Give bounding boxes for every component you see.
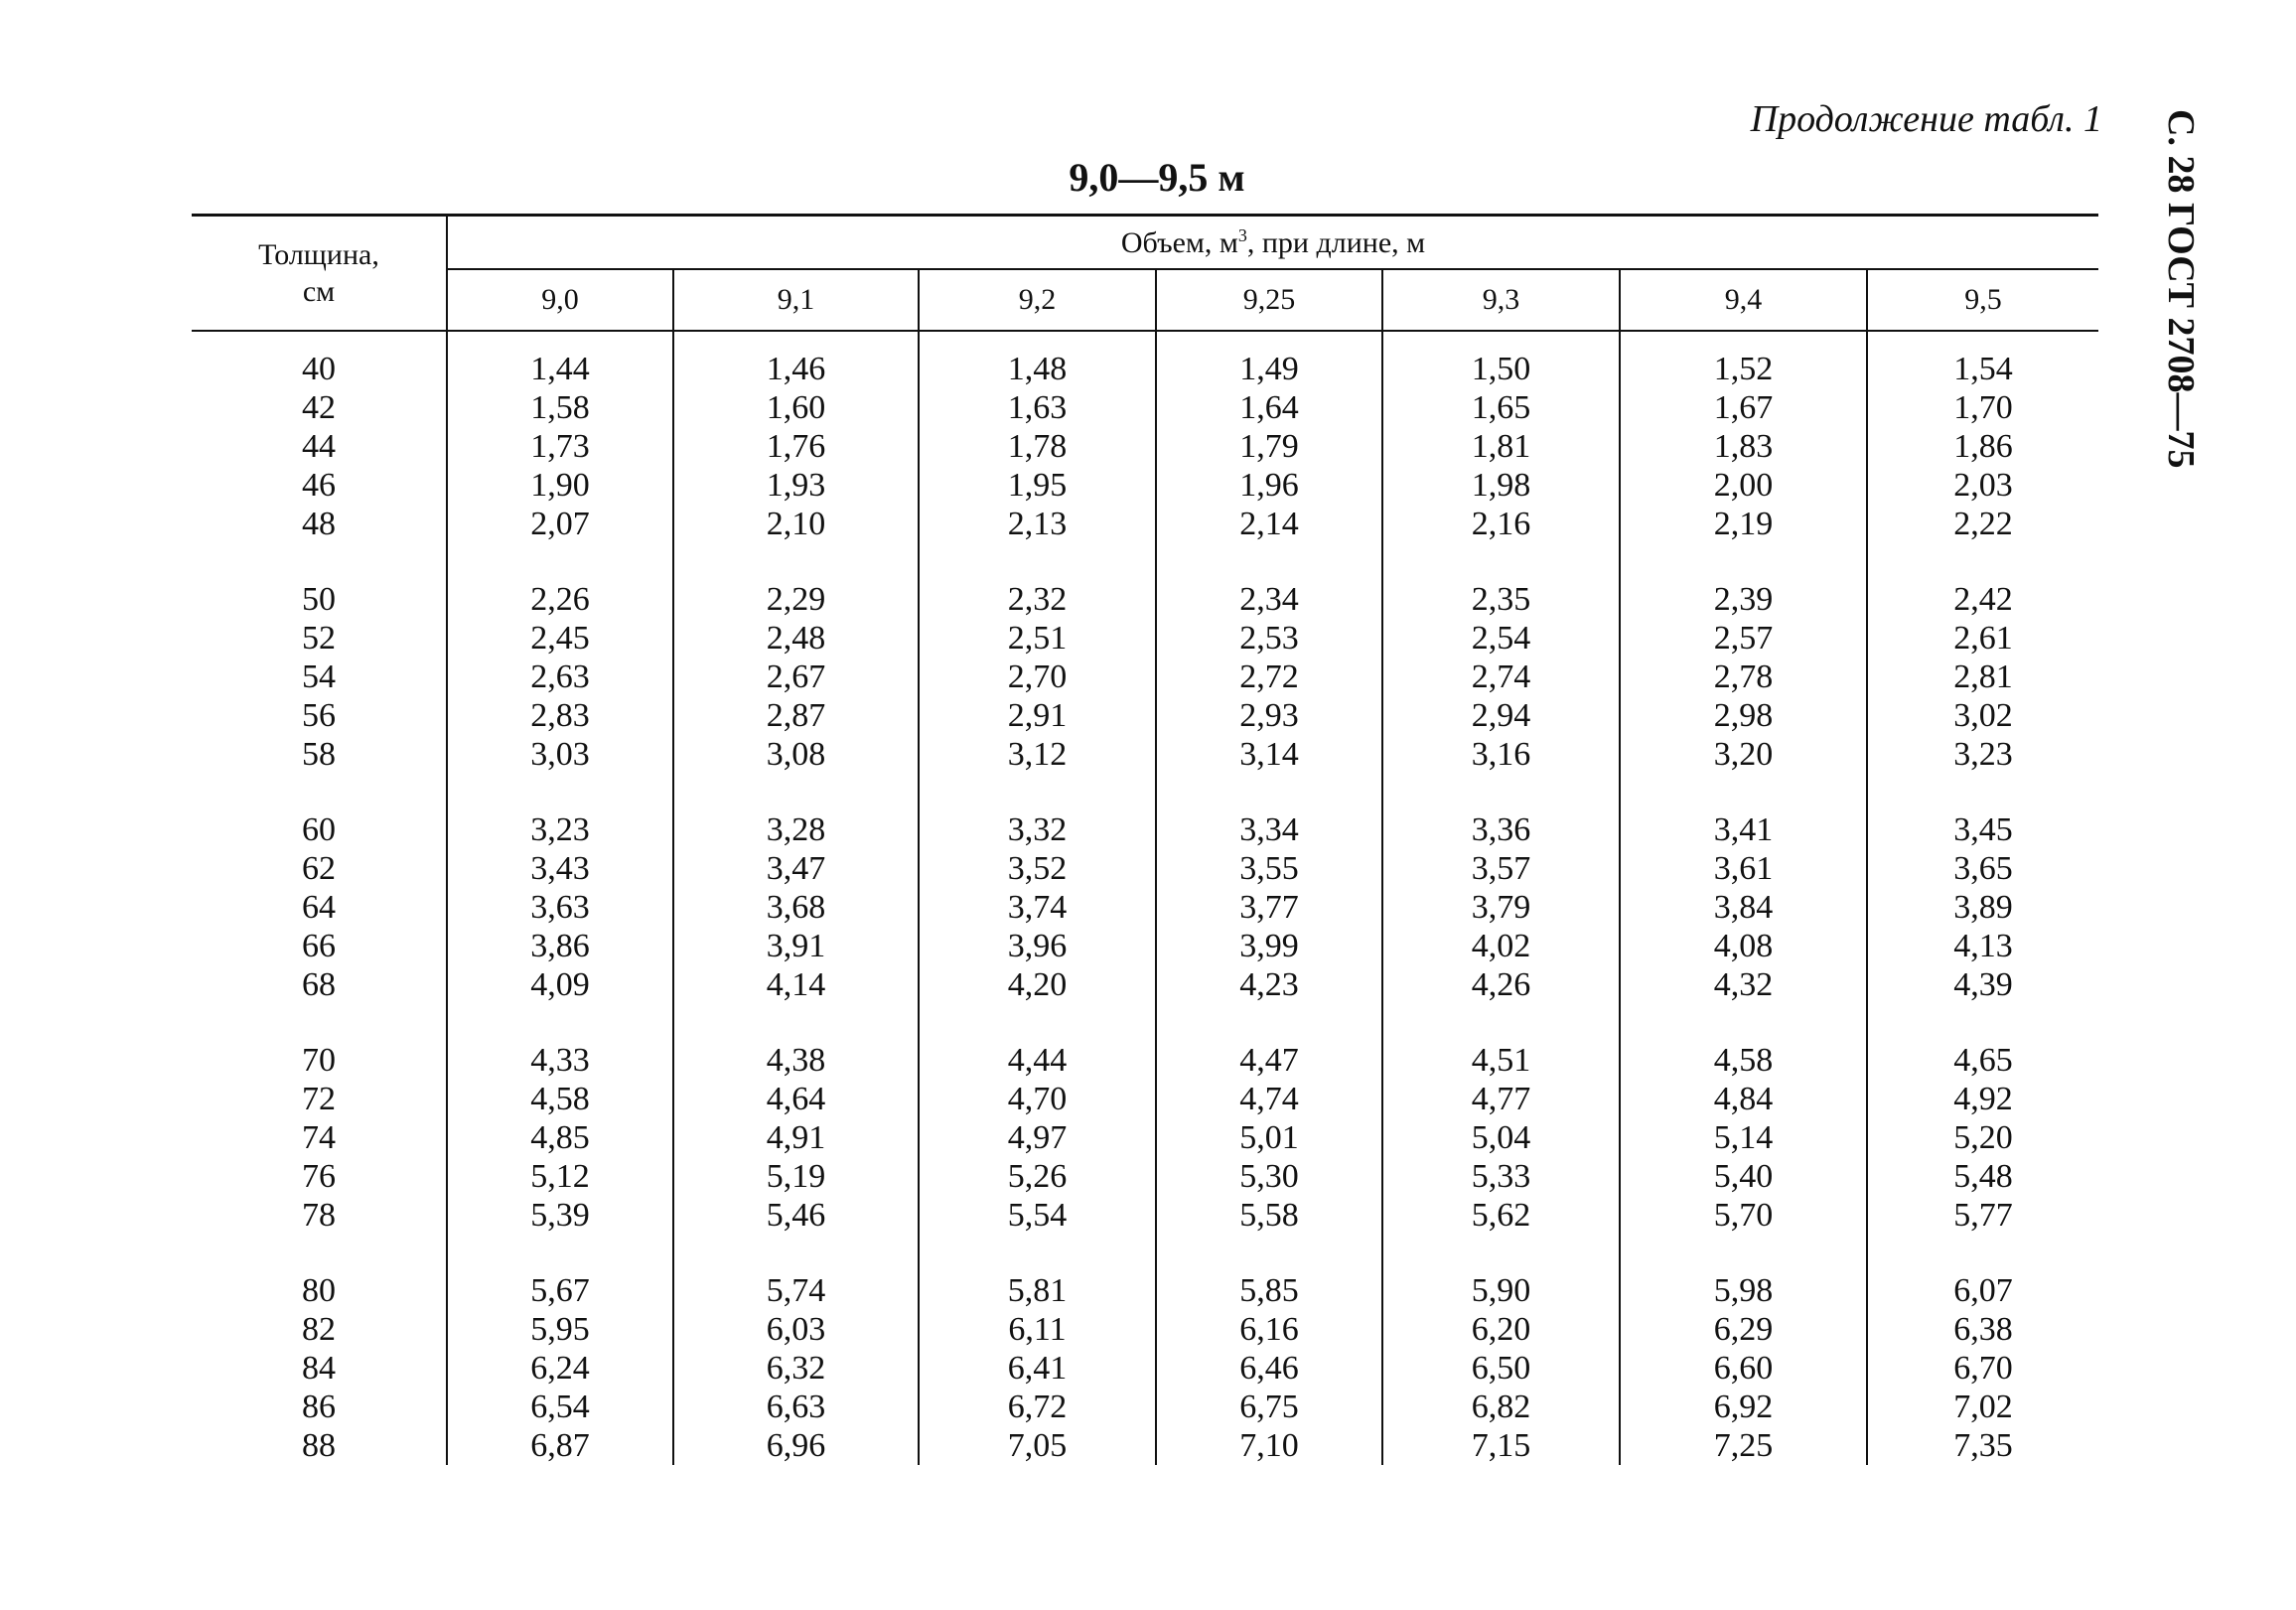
table-spacer-row: [192, 1004, 2098, 1041]
length-header-cell: 9,5: [1867, 269, 2098, 331]
table-row: [192, 849, 2098, 888]
volume-cell: 6,87: [447, 1426, 673, 1465]
volume-cell: 1,79: [1156, 427, 1382, 466]
table-row: [192, 965, 2098, 1004]
volume-cell: 5,46: [673, 1196, 919, 1235]
spacer-cell: [1867, 331, 2098, 350]
volume-cell: 3,89: [1867, 888, 2098, 927]
volume-cell: 5,58: [1156, 1196, 1382, 1235]
volume-cell: 3,74: [919, 888, 1156, 927]
volume-header-label: Объем, м: [1120, 225, 1238, 259]
volume-cell: 5,26: [919, 1157, 1156, 1196]
thickness-header-unit: см: [302, 275, 336, 308]
volume-cell: 3,34: [1156, 810, 1382, 849]
volume-cell: 2,70: [919, 658, 1156, 696]
volume-cell: 6,24: [447, 1349, 673, 1388]
spacer-cell: [1867, 543, 2098, 580]
volume-cell: 5,40: [1620, 1157, 1867, 1196]
volume-cell: 3,63: [447, 888, 673, 927]
volume-cell: 4,08: [1620, 927, 1867, 965]
volume-cell: 2,07: [447, 505, 673, 543]
table-row: [192, 1080, 2098, 1118]
volume-header: [447, 216, 2098, 270]
thickness-cell: 82: [192, 1310, 447, 1349]
volume-cell: 1,95: [919, 466, 1156, 505]
volume-cell: 5,85: [1156, 1271, 1382, 1310]
volume-cell: 3,77: [1156, 888, 1382, 927]
volume-cell: 7,10: [1156, 1426, 1382, 1465]
thickness-cell: 46: [192, 466, 447, 505]
spacer-cell: [1620, 774, 1867, 810]
spacer-cell: [919, 331, 1156, 350]
spacer-cell: [1156, 1004, 1382, 1041]
volume-cell: 4,44: [919, 1041, 1156, 1080]
volume-cell: 5,19: [673, 1157, 919, 1196]
volume-cell: 2,35: [1382, 580, 1620, 619]
thickness-cell: 88: [192, 1426, 447, 1465]
volume-cell: 3,52: [919, 849, 1156, 888]
volume-cell: 5,39: [447, 1196, 673, 1235]
volume-cell: 6,60: [1620, 1349, 1867, 1388]
volume-cell: 1,44: [447, 350, 673, 388]
spacer-cell: [192, 1004, 447, 1041]
table-row: [192, 388, 2098, 427]
spacer-cell: [1156, 543, 1382, 580]
volume-cell: 4,51: [1382, 1041, 1620, 1080]
table-row: [192, 580, 2098, 619]
volume-cell: 4,33: [447, 1041, 673, 1080]
volume-cell: 4,58: [447, 1080, 673, 1118]
volume-cell: 1,60: [673, 388, 919, 427]
volume-cell: 2,22: [1867, 505, 2098, 543]
table-continuation-note: Продолжение табл. 1: [1750, 98, 2102, 140]
volume-cell: 6,96: [673, 1426, 919, 1465]
length-header-cell: 9,25: [1156, 269, 1382, 331]
volume-cell: 5,74: [673, 1271, 919, 1310]
volume-header-superscript: 3: [1237, 224, 1247, 245]
table-row: [192, 427, 2098, 466]
thickness-cell: 60: [192, 810, 447, 849]
spacer-cell: [673, 331, 919, 350]
spacer-cell: [192, 774, 447, 810]
volume-header-suffix: , при длине, м: [1246, 225, 1426, 259]
volume-cell: 2,51: [919, 619, 1156, 658]
volume-cell: 3,20: [1620, 735, 1867, 774]
length-header-cell: 9,0: [447, 269, 673, 331]
volume-cell: 6,41: [919, 1349, 1156, 1388]
spacer-cell: [1156, 1235, 1382, 1271]
thickness-cell: 80: [192, 1271, 447, 1310]
spacer-cell: [673, 1004, 919, 1041]
volume-cell: 4,39: [1867, 965, 2098, 1004]
volume-cell: 4,74: [1156, 1080, 1382, 1118]
spacer-cell: [919, 543, 1156, 580]
volume-cell: 5,90: [1382, 1271, 1620, 1310]
volume-cell: 5,98: [1620, 1271, 1867, 1310]
length-header-cell: 9,4: [1620, 269, 1867, 331]
volume-cell: 1,49: [1156, 350, 1382, 388]
volume-cell: 4,70: [919, 1080, 1156, 1118]
thickness-header-label: Толщина,: [258, 237, 379, 271]
volume-cell: 2,81: [1867, 658, 2098, 696]
thickness-cell: 74: [192, 1118, 447, 1157]
volume-cell: 6,46: [1156, 1349, 1382, 1388]
volume-cell: 1,58: [447, 388, 673, 427]
table-spacer-row: [192, 1235, 2098, 1271]
volume-cell: 5,30: [1156, 1157, 1382, 1196]
thickness-cell: 54: [192, 658, 447, 696]
volume-cell: 2,74: [1382, 658, 1620, 696]
volume-cell: 1,67: [1620, 388, 1867, 427]
volume-cell: 6,07: [1867, 1271, 2098, 1310]
volume-cell: 2,91: [919, 696, 1156, 735]
volume-cell: 6,11: [919, 1310, 1156, 1349]
volume-cell: 1,64: [1156, 388, 1382, 427]
length-header-cell: 9,1: [673, 269, 919, 331]
volume-cell: 2,26: [447, 580, 673, 619]
volume-cell: 5,04: [1382, 1118, 1620, 1157]
volume-cell: 6,82: [1382, 1388, 1620, 1426]
spacer-cell: [1620, 1004, 1867, 1041]
volume-cell: 6,54: [447, 1388, 673, 1426]
volume-cell: 7,15: [1382, 1426, 1620, 1465]
volume-cell: 4,23: [1156, 965, 1382, 1004]
thickness-cell: 40: [192, 350, 447, 388]
spacer-cell: [1867, 774, 2098, 810]
volume-cell: 4,38: [673, 1041, 919, 1080]
volume-cell: 3,41: [1620, 810, 1867, 849]
volume-cell: 4,58: [1620, 1041, 1867, 1080]
volume-cell: 2,54: [1382, 619, 1620, 658]
spacer-cell: [673, 1235, 919, 1271]
table-row: [192, 1157, 2098, 1196]
volume-cell: 1,83: [1620, 427, 1867, 466]
volume-cell: 3,84: [1620, 888, 1867, 927]
table-row: [192, 350, 2098, 388]
volume-cell: 3,86: [447, 927, 673, 965]
table-row: [192, 619, 2098, 658]
thickness-cell: 52: [192, 619, 447, 658]
spacer-cell: [673, 774, 919, 810]
volume-cell: 6,50: [1382, 1349, 1620, 1388]
volume-cell: 2,34: [1156, 580, 1382, 619]
volume-cell: 3,99: [1156, 927, 1382, 965]
table-row: [192, 1426, 2098, 1465]
volume-cell: 2,67: [673, 658, 919, 696]
volume-cell: 1,73: [447, 427, 673, 466]
thickness-cell: 62: [192, 849, 447, 888]
volume-cell: 2,29: [673, 580, 919, 619]
volume-cell: 3,43: [447, 849, 673, 888]
volume-cell: 4,84: [1620, 1080, 1867, 1118]
thickness-cell: 70: [192, 1041, 447, 1080]
spacer-cell: [1156, 774, 1382, 810]
spacer-cell: [1156, 331, 1382, 350]
volume-cell: 3,23: [447, 810, 673, 849]
spacer-cell: [1382, 1235, 1620, 1271]
length-header-cell: 9,3: [1382, 269, 1620, 331]
volume-cell: 2,78: [1620, 658, 1867, 696]
spacer-cell: [447, 774, 673, 810]
spacer-cell: [447, 331, 673, 350]
table-row: [192, 1349, 2098, 1388]
table-row: [192, 810, 2098, 849]
thickness-cell: 44: [192, 427, 447, 466]
table-row: [192, 505, 2098, 543]
volume-cell: 6,29: [1620, 1310, 1867, 1349]
thickness-cell: 50: [192, 580, 447, 619]
volume-cell: 1,76: [673, 427, 919, 466]
volume-cell: 4,13: [1867, 927, 2098, 965]
volume-cell: 6,92: [1620, 1388, 1867, 1426]
thickness-cell: 84: [192, 1349, 447, 1388]
volume-cell: 1,52: [1620, 350, 1867, 388]
table-row: [192, 1196, 2098, 1235]
volume-cell: 3,68: [673, 888, 919, 927]
volume-cell: 1,48: [919, 350, 1156, 388]
volume-cell: 6,20: [1382, 1310, 1620, 1349]
volume-cell: 3,61: [1620, 849, 1867, 888]
volume-cell: 4,47: [1156, 1041, 1382, 1080]
thickness-header: [192, 216, 447, 332]
volume-cell: 3,14: [1156, 735, 1382, 774]
spacer-cell: [447, 1004, 673, 1041]
volume-cell: 7,05: [919, 1426, 1156, 1465]
volume-cell: 2,39: [1620, 580, 1867, 619]
volume-cell: 3,65: [1867, 849, 2098, 888]
volume-cell: 1,98: [1382, 466, 1620, 505]
volume-cell: 1,90: [447, 466, 673, 505]
volume-cell: 1,50: [1382, 350, 1620, 388]
thickness-cell: 68: [192, 965, 447, 1004]
table-spacer-row: [192, 331, 2098, 350]
spacer-cell: [1382, 1004, 1620, 1041]
table-spacer-row: [192, 543, 2098, 580]
volume-cell: 3,16: [1382, 735, 1620, 774]
volume-cell: 5,81: [919, 1271, 1156, 1310]
volume-cell: 6,03: [673, 1310, 919, 1349]
volume-cell: 1,54: [1867, 350, 2098, 388]
thickness-cell: 48: [192, 505, 447, 543]
spacer-cell: [192, 543, 447, 580]
volume-cell: 1,86: [1867, 427, 2098, 466]
thickness-cell: 78: [192, 1196, 447, 1235]
volume-cell: 2,16: [1382, 505, 1620, 543]
volume-cell: 2,57: [1620, 619, 1867, 658]
volume-cell: 2,94: [1382, 696, 1620, 735]
spacer-cell: [919, 774, 1156, 810]
volume-cell: 4,65: [1867, 1041, 2098, 1080]
volume-cell: 6,63: [673, 1388, 919, 1426]
volume-cell: 1,81: [1382, 427, 1620, 466]
volume-cell: 2,42: [1867, 580, 2098, 619]
volume-cell: 3,55: [1156, 849, 1382, 888]
spacer-cell: [1382, 774, 1620, 810]
volume-cell: 4,09: [447, 965, 673, 1004]
volume-cell: 6,16: [1156, 1310, 1382, 1349]
table-row: [192, 1041, 2098, 1080]
table-row: [192, 888, 2098, 927]
volume-cell: 4,14: [673, 965, 919, 1004]
thickness-cell: 76: [192, 1157, 447, 1196]
volume-cell: 6,70: [1867, 1349, 2098, 1388]
volume-cell: 7,25: [1620, 1426, 1867, 1465]
table-row: [192, 466, 2098, 505]
volume-cell: 3,32: [919, 810, 1156, 849]
volume-cell: 7,02: [1867, 1388, 2098, 1426]
thickness-cell: 86: [192, 1388, 447, 1426]
volume-cell: 1,46: [673, 350, 919, 388]
volume-cell: 3,36: [1382, 810, 1620, 849]
volume-cell: 3,57: [1382, 849, 1620, 888]
spacer-cell: [919, 1004, 1156, 1041]
length-header-cell: 9,2: [919, 269, 1156, 331]
table-row: [192, 1271, 2098, 1310]
volume-cell: 5,77: [1867, 1196, 2098, 1235]
volume-cell: 3,47: [673, 849, 919, 888]
spacer-cell: [1382, 331, 1620, 350]
volume-table: [192, 214, 2098, 1465]
volume-cell: 3,45: [1867, 810, 2098, 849]
volume-cell: 3,79: [1382, 888, 1620, 927]
volume-cell: 1,78: [919, 427, 1156, 466]
volume-cell: 3,91: [673, 927, 919, 965]
table-row: [192, 735, 2098, 774]
volume-cell: 6,32: [673, 1349, 919, 1388]
section-title: 9,0—9,5 м: [1069, 155, 1245, 200]
spacer-cell: [919, 1235, 1156, 1271]
thickness-cell: 64: [192, 888, 447, 927]
volume-cell: 5,95: [447, 1310, 673, 1349]
spacer-cell: [1867, 1004, 2098, 1041]
thickness-cell: 56: [192, 696, 447, 735]
volume-cell: 4,85: [447, 1118, 673, 1157]
volume-cell: 5,62: [1382, 1196, 1620, 1235]
volume-cell: 1,93: [673, 466, 919, 505]
volume-cell: 3,03: [447, 735, 673, 774]
spacer-cell: [1620, 543, 1867, 580]
spacer-cell: [447, 1235, 673, 1271]
table-row: [192, 1118, 2098, 1157]
volume-cell: 3,28: [673, 810, 919, 849]
volume-cell: 5,33: [1382, 1157, 1620, 1196]
spacer-cell: [192, 331, 447, 350]
volume-cell: 2,87: [673, 696, 919, 735]
spacer-cell: [1382, 543, 1620, 580]
spacer-cell: [192, 1235, 447, 1271]
spacer-cell: [673, 543, 919, 580]
volume-cell: 2,45: [447, 619, 673, 658]
volume-cell: 3,08: [673, 735, 919, 774]
volume-cell: 3,02: [1867, 696, 2098, 735]
volume-cell: 5,01: [1156, 1118, 1382, 1157]
volume-cell: 5,67: [447, 1271, 673, 1310]
volume-cell: 1,70: [1867, 388, 2098, 427]
table-spacer-row: [192, 774, 2098, 810]
volume-cell: 4,20: [919, 965, 1156, 1004]
thickness-cell: 42: [192, 388, 447, 427]
volume-cell: 2,48: [673, 619, 919, 658]
spacer-cell: [1867, 1235, 2098, 1271]
volume-cell: 2,03: [1867, 466, 2098, 505]
volume-cell: 6,75: [1156, 1388, 1382, 1426]
volume-cell: 2,00: [1620, 466, 1867, 505]
volume-cell: 4,77: [1382, 1080, 1620, 1118]
table-row: [192, 927, 2098, 965]
volume-cell: 2,53: [1156, 619, 1382, 658]
table-row: [192, 696, 2098, 735]
volume-cell: 6,72: [919, 1388, 1156, 1426]
table-row: [192, 658, 2098, 696]
volume-cell: 1,96: [1156, 466, 1382, 505]
volume-cell: 6,38: [1867, 1310, 2098, 1349]
table-row: [192, 1388, 2098, 1426]
volume-cell: 4,91: [673, 1118, 919, 1157]
volume-cell: 2,14: [1156, 505, 1382, 543]
volume-cell: 4,26: [1382, 965, 1620, 1004]
thickness-cell: 66: [192, 927, 447, 965]
volume-cell: 3,12: [919, 735, 1156, 774]
volume-cell: 1,63: [919, 388, 1156, 427]
volume-cell: 2,13: [919, 505, 1156, 543]
volume-cell: 3,23: [1867, 735, 2098, 774]
spacer-cell: [1620, 331, 1867, 350]
volume-cell: 7,35: [1867, 1426, 2098, 1465]
thickness-cell: 72: [192, 1080, 447, 1118]
volume-cell: 4,92: [1867, 1080, 2098, 1118]
table-row: [192, 1310, 2098, 1349]
volume-cell: 2,93: [1156, 696, 1382, 735]
volume-cell: 2,32: [919, 580, 1156, 619]
volume-cell: 2,61: [1867, 619, 2098, 658]
volume-cell: 3,96: [919, 927, 1156, 965]
volume-cell: 4,97: [919, 1118, 1156, 1157]
volume-cell: 2,98: [1620, 696, 1867, 735]
volume-cell: 2,83: [447, 696, 673, 735]
volume-cell: 5,48: [1867, 1157, 2098, 1196]
volume-cell: 4,64: [673, 1080, 919, 1118]
page-standard-label: С. 28 ГОСТ 2708—75: [2160, 109, 2202, 469]
thickness-cell: 58: [192, 735, 447, 774]
volume-cell: 5,14: [1620, 1118, 1867, 1157]
spacer-cell: [1620, 1235, 1867, 1271]
volume-cell: 5,70: [1620, 1196, 1867, 1235]
volume-cell: 2,63: [447, 658, 673, 696]
volume-cell: 1,65: [1382, 388, 1620, 427]
spacer-cell: [447, 543, 673, 580]
volume-cell: 5,12: [447, 1157, 673, 1196]
volume-cell: 2,10: [673, 505, 919, 543]
volume-cell: 4,02: [1382, 927, 1620, 965]
volume-cell: 5,20: [1867, 1118, 2098, 1157]
volume-cell: 5,54: [919, 1196, 1156, 1235]
volume-cell: 4,32: [1620, 965, 1867, 1004]
page-side-label: [2145, 109, 2217, 526]
volume-cell: 2,19: [1620, 505, 1867, 543]
volume-cell: 2,72: [1156, 658, 1382, 696]
